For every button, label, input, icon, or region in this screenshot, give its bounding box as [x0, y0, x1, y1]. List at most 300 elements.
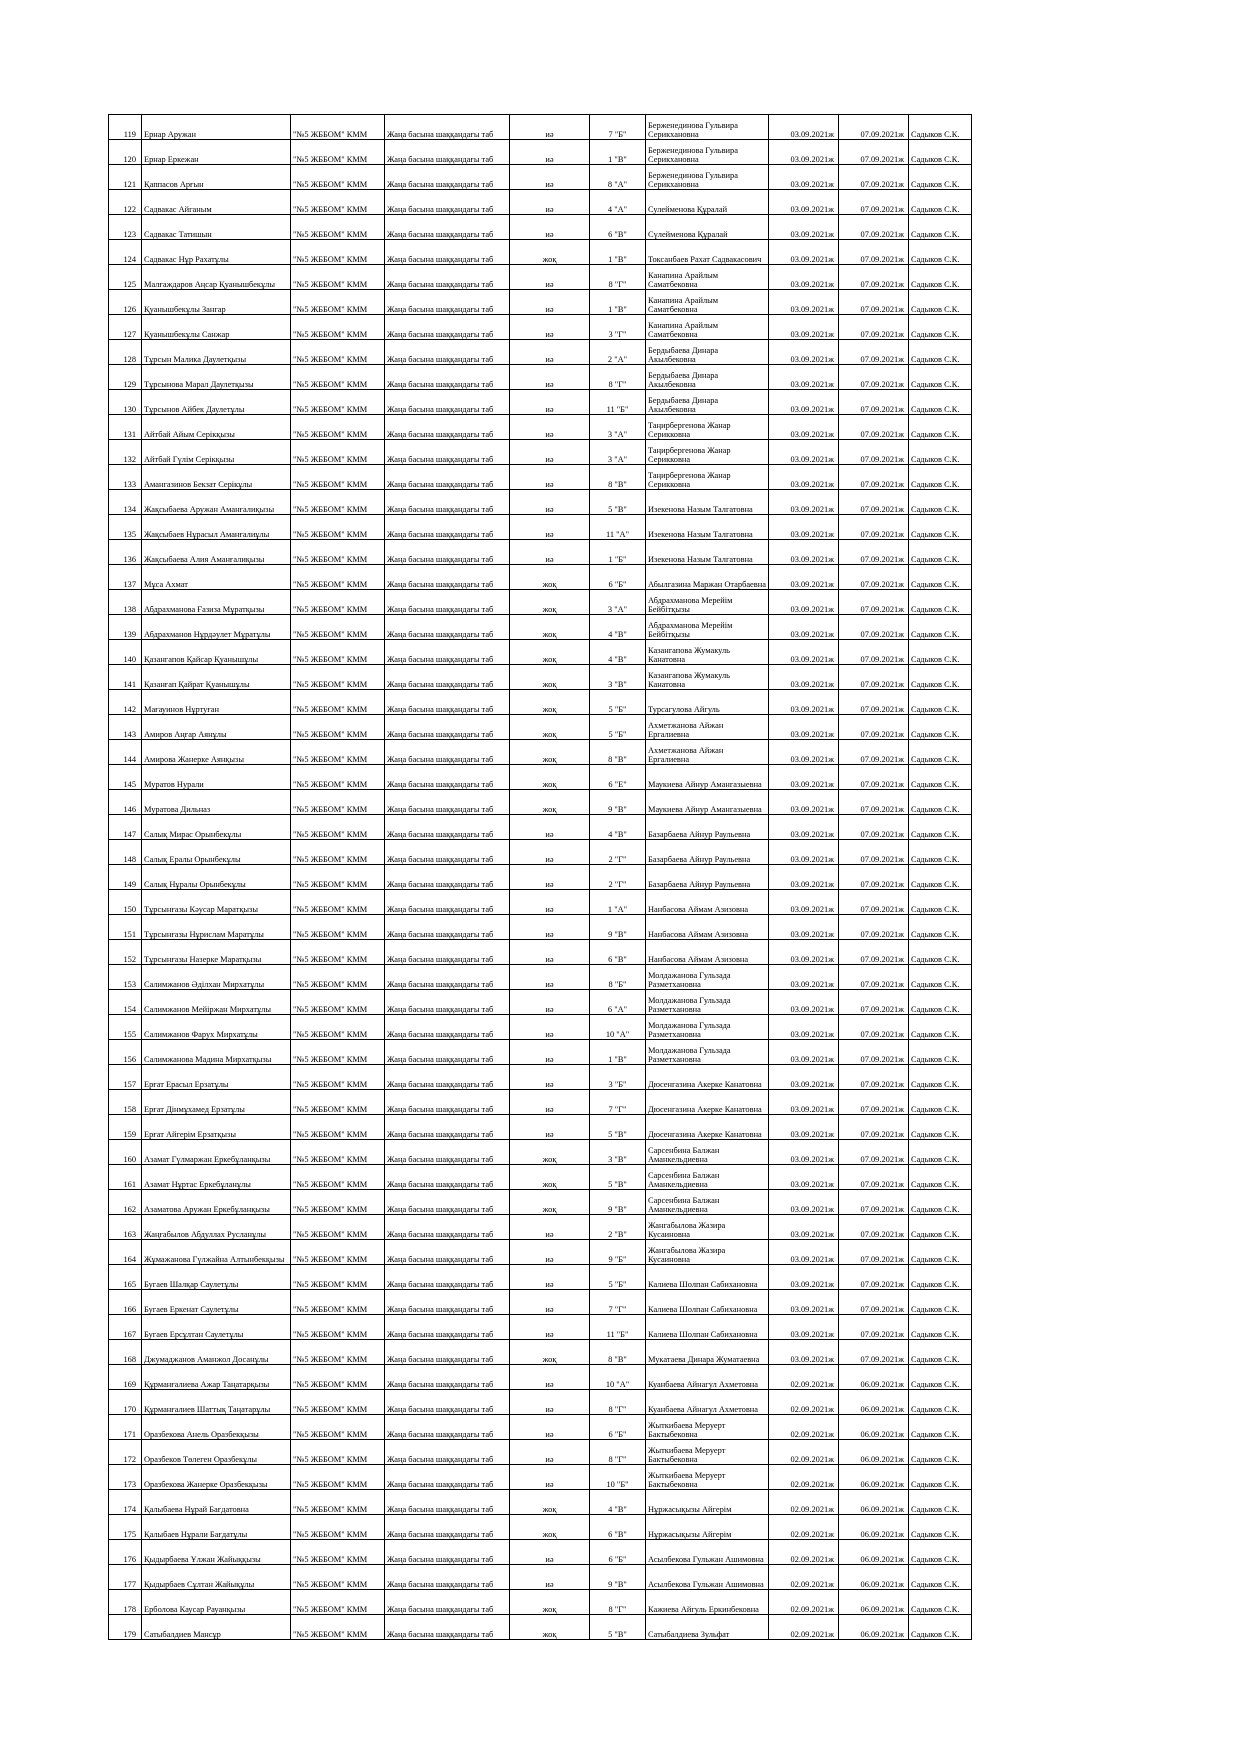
student-name: Салимжанов Фарух Мирхатұлы — [142, 1015, 291, 1040]
class-cell: 1 "В" — [590, 140, 646, 165]
table-row — [109, 190, 972, 215]
student-name: Қазанғап Қайрат Қуанышұлы — [142, 665, 291, 690]
class-cell: 1 "А" — [590, 890, 646, 915]
category-cell: Жаңа басына шаққандағы таб — [385, 590, 510, 615]
responsible-cell: Садыков С.К. — [909, 265, 972, 290]
responsible-cell: Садыков С.К. — [909, 990, 972, 1015]
parent-name: Маукиева Айнур Амангазыевна — [646, 765, 769, 790]
class-cell: 8 "А" — [590, 165, 646, 190]
category-cell: Жаңа басына шаққандағы таб — [385, 1040, 510, 1065]
flag-cell: иә — [510, 1315, 590, 1340]
flag-cell: иә — [510, 890, 590, 915]
table-row — [109, 1615, 972, 1640]
school-cell: "№5 ЖББОМ" КММ — [291, 1040, 385, 1065]
student-name: Салық Нұралы Орынбекұлы — [142, 865, 291, 890]
parent-name: Таңирбергенова Жанар Серикковна — [646, 440, 769, 465]
table-row — [109, 1540, 972, 1565]
responsible-cell: Садыков С.К. — [909, 865, 972, 890]
responsible-cell: Садыков С.К. — [909, 840, 972, 865]
student-name: Жаңғабылов Абдуллах Русланұлы — [142, 1215, 291, 1240]
end-date: 07.09.2021ж — [839, 865, 909, 890]
end-date: 07.09.2021ж — [839, 165, 909, 190]
school-cell: "№5 ЖББОМ" КММ — [291, 1015, 385, 1040]
student-name: Амирова Жанерке Аянқызы — [142, 740, 291, 765]
school-cell: "№5 ЖББОМ" КММ — [291, 115, 385, 140]
class-cell: 10 "А" — [590, 1015, 646, 1040]
table-row — [109, 1440, 972, 1465]
category-cell: Жаңа басына шаққандағы таб — [385, 1540, 510, 1565]
end-date: 07.09.2021ж — [839, 290, 909, 315]
end-date: 07.09.2021ж — [839, 415, 909, 440]
flag-cell: жоқ — [510, 1140, 590, 1165]
category-cell: Жаңа басына шаққандағы таб — [385, 1390, 510, 1415]
start-date: 03.09.2021ж — [769, 1090, 839, 1115]
flag-cell: жоқ — [510, 615, 590, 640]
class-cell: 7 "Г" — [590, 1090, 646, 1115]
end-date: 07.09.2021ж — [839, 515, 909, 540]
responsible-cell: Садыков С.К. — [909, 115, 972, 140]
parent-name: Асылбекова Гульжан Ашимовна — [646, 1540, 769, 1565]
class-cell: 11 "Б" — [590, 1315, 646, 1340]
end-date: 07.09.2021ж — [839, 390, 909, 415]
responsible-cell: Садыков С.К. — [909, 1590, 972, 1615]
category-cell: Жаңа басына шаққандағы таб — [385, 1190, 510, 1215]
parent-name: Изекенова Назым Талгатовна — [646, 490, 769, 515]
table-row — [109, 1165, 972, 1190]
responsible-cell: Садыков С.К. — [909, 1515, 972, 1540]
flag-cell: жоқ — [510, 690, 590, 715]
responsible-cell: Садыков С.К. — [909, 290, 972, 315]
end-date: 07.09.2021ж — [839, 490, 909, 515]
student-name: Қуанышбекұлы Зангар — [142, 290, 291, 315]
flag-cell: жоқ — [510, 740, 590, 765]
school-cell: "№5 ЖББОМ" КММ — [291, 390, 385, 415]
row-number: 162 — [109, 1190, 142, 1215]
school-cell: "№5 ЖББОМ" КММ — [291, 590, 385, 615]
flag-cell: иә — [510, 265, 590, 290]
parent-name: Маукиева Айнур Амангазыевна — [646, 790, 769, 815]
parent-name: Таңирбергенова Жанар Серикковна — [646, 465, 769, 490]
class-cell: 3 "Б" — [590, 1065, 646, 1090]
category-cell: Жаңа басына шаққандағы таб — [385, 1415, 510, 1440]
school-cell: "№5 ЖББОМ" КММ — [291, 215, 385, 240]
parent-name: Берженединова Гульвира Серикхановна — [646, 140, 769, 165]
end-date: 07.09.2021ж — [839, 365, 909, 390]
student-name: Салық Мирас Орынбекұлы — [142, 815, 291, 840]
flag-cell: иә — [510, 840, 590, 865]
table-row — [109, 590, 972, 615]
end-date: 06.09.2021ж — [839, 1515, 909, 1540]
class-cell: 6 "Б" — [590, 1540, 646, 1565]
table-row — [109, 790, 972, 815]
table-row — [109, 265, 972, 290]
category-cell: Жаңа басына шаққандағы таб — [385, 415, 510, 440]
parent-name: Базарбаева Айнур Раульевна — [646, 865, 769, 890]
class-cell: 7 "Г" — [590, 1290, 646, 1315]
responsible-cell: Садыков С.К. — [909, 815, 972, 840]
class-cell: 3 "Г" — [590, 315, 646, 340]
responsible-cell: Садыков С.К. — [909, 1115, 972, 1140]
category-cell: Жаңа басына шаққандағы таб — [385, 340, 510, 365]
class-cell: 10 "Б" — [590, 1465, 646, 1490]
category-cell: Жаңа басына шаққандағы таб — [385, 815, 510, 840]
class-cell: 5 "Б" — [590, 690, 646, 715]
end-date: 07.09.2021ж — [839, 690, 909, 715]
flag-cell: иә — [510, 540, 590, 565]
end-date: 07.09.2021ж — [839, 465, 909, 490]
student-name: Құрманғалиева Ажар Таңатарқызы — [142, 1365, 291, 1390]
end-date: 07.09.2021ж — [839, 990, 909, 1015]
table-row — [109, 440, 972, 465]
responsible-cell: Садыков С.К. — [909, 1265, 972, 1290]
category-cell: Жаңа басына шаққандағы таб — [385, 1015, 510, 1040]
end-date: 06.09.2021ж — [839, 1390, 909, 1415]
class-cell: 10 "А" — [590, 1365, 646, 1390]
class-cell: 8 "Б" — [590, 965, 646, 990]
table-row — [109, 715, 972, 740]
row-number: 170 — [109, 1390, 142, 1415]
flag-cell: иә — [510, 915, 590, 940]
category-cell: Жаңа басына шаққандағы таб — [385, 465, 510, 490]
school-cell: "№5 ЖББОМ" КММ — [291, 1115, 385, 1140]
responsible-cell: Садыков С.К. — [909, 1465, 972, 1490]
end-date: 07.09.2021ж — [839, 440, 909, 465]
student-name: Салимжанов Мейіржан Мирхатұлы — [142, 990, 291, 1015]
row-number: 151 — [109, 915, 142, 940]
class-cell: 8 "В" — [590, 1340, 646, 1365]
flag-cell: иә — [510, 1415, 590, 1440]
school-cell: "№5 ЖББОМ" КММ — [291, 1390, 385, 1415]
end-date: 07.09.2021ж — [839, 665, 909, 690]
student-name: Қыдырбаева Ұлжан Жайыққызы — [142, 1540, 291, 1565]
class-cell: 4 "В" — [590, 815, 646, 840]
student-register-table — [108, 114, 972, 1640]
parent-name: Сарсенбина Балжан Аманкельдиевна — [646, 1140, 769, 1165]
responsible-cell: Садыков С.К. — [909, 1165, 972, 1190]
school-cell: "№5 ЖББОМ" КММ — [291, 965, 385, 990]
class-cell: 6 "В" — [590, 940, 646, 965]
class-cell: 9 "В" — [590, 1565, 646, 1590]
end-date: 06.09.2021ж — [839, 1565, 909, 1590]
flag-cell: иә — [510, 815, 590, 840]
category-cell: Жаңа басына шаққандағы таб — [385, 1590, 510, 1615]
responsible-cell: Садыков С.К. — [909, 890, 972, 915]
responsible-cell: Садыков С.К. — [909, 515, 972, 540]
start-date: 03.09.2021ж — [769, 890, 839, 915]
student-name: Джумаджанов Аманжол Досанұлы — [142, 1340, 291, 1365]
row-number: 127 — [109, 315, 142, 340]
class-cell: 8 "Г" — [590, 265, 646, 290]
category-cell: Жаңа басына шаққандағы таб — [385, 1115, 510, 1140]
end-date: 07.09.2021ж — [839, 1315, 909, 1340]
table-row — [109, 940, 972, 965]
class-cell: 3 "В" — [590, 665, 646, 690]
row-number: 173 — [109, 1465, 142, 1490]
table-row — [109, 465, 972, 490]
flag-cell: иә — [510, 290, 590, 315]
school-cell: "№5 ЖББОМ" КММ — [291, 1315, 385, 1340]
category-cell: Жаңа басына шаққандағы таб — [385, 840, 510, 865]
class-cell: 5 "Б" — [590, 1265, 646, 1290]
class-cell: 8 "Г" — [590, 1390, 646, 1415]
category-cell: Жаңа басына шаққандағы таб — [385, 190, 510, 215]
category-cell: Жаңа басына шаққандағы таб — [385, 1465, 510, 1490]
category-cell: Жаңа басына шаққандағы таб — [385, 240, 510, 265]
responsible-cell: Садыков С.К. — [909, 490, 972, 515]
school-cell: "№5 ЖББОМ" КММ — [291, 565, 385, 590]
end-date: 07.09.2021ж — [839, 840, 909, 865]
flag-cell: иә — [510, 865, 590, 890]
start-date: 03.09.2021ж — [769, 615, 839, 640]
school-cell: "№5 ЖББОМ" КММ — [291, 1240, 385, 1265]
row-number: 148 — [109, 840, 142, 865]
parent-name: Канапина Арайлым Саматбековна — [646, 315, 769, 340]
student-name: Қыдырбаев Сұлтан Жайықұлы — [142, 1565, 291, 1590]
school-cell: "№5 ЖББОМ" КММ — [291, 340, 385, 365]
responsible-cell: Садыков С.К. — [909, 915, 972, 940]
student-name: Тұрсынғазы Нұрислам Маратұлы — [142, 915, 291, 940]
school-cell: "№5 ЖББОМ" КММ — [291, 290, 385, 315]
parent-name: Сатыбалдиева Зульфат — [646, 1615, 769, 1640]
student-name: Ерболова Каусар Рауанқызы — [142, 1590, 291, 1615]
table-row — [109, 615, 972, 640]
start-date: 03.09.2021ж — [769, 1215, 839, 1240]
end-date: 06.09.2021ж — [839, 1590, 909, 1615]
parent-name: Нанбасова Аймам Азизовна — [646, 890, 769, 915]
category-cell: Жаңа басына шаққандағы таб — [385, 990, 510, 1015]
responsible-cell: Садыков С.К. — [909, 140, 972, 165]
responsible-cell: Садыков С.К. — [909, 540, 972, 565]
responsible-cell: Садыков С.К. — [909, 440, 972, 465]
row-number: 159 — [109, 1115, 142, 1140]
class-cell: 6 "В" — [590, 215, 646, 240]
responsible-cell: Садыков С.К. — [909, 190, 972, 215]
end-date: 07.09.2021ж — [839, 565, 909, 590]
class-cell: 2 "А" — [590, 340, 646, 365]
start-date: 03.09.2021ж — [769, 490, 839, 515]
school-cell: "№5 ЖББОМ" КММ — [291, 1365, 385, 1390]
start-date: 03.09.2021ж — [769, 1115, 839, 1140]
start-date: 03.09.2021ж — [769, 390, 839, 415]
start-date: 02.09.2021ж — [769, 1590, 839, 1615]
category-cell: Жаңа басына шаққандағы таб — [385, 1140, 510, 1165]
category-cell: Жаңа басына шаққандағы таб — [385, 1490, 510, 1515]
parent-name: Дюсенгазина Акерке Канатовна — [646, 1065, 769, 1090]
student-name: Тұрсын Малика Даулетқызы — [142, 340, 291, 365]
end-date: 07.09.2021ж — [839, 115, 909, 140]
start-date: 03.09.2021ж — [769, 540, 839, 565]
responsible-cell: Садыков С.К. — [909, 1140, 972, 1165]
student-name: Жақсыбаева Аружан Аманғалиқызы — [142, 490, 291, 515]
flag-cell: жоқ — [510, 1190, 590, 1215]
start-date: 03.09.2021ж — [769, 340, 839, 365]
school-cell: "№5 ЖББОМ" КММ — [291, 690, 385, 715]
school-cell: "№5 ЖББОМ" КММ — [291, 865, 385, 890]
class-cell: 9 "Б" — [590, 1240, 646, 1265]
table-row — [109, 690, 972, 715]
row-number: 125 — [109, 265, 142, 290]
responsible-cell: Садыков С.К. — [909, 715, 972, 740]
school-cell: "№5 ЖББОМ" КММ — [291, 1590, 385, 1615]
start-date: 03.09.2021ж — [769, 790, 839, 815]
class-cell: 1 "Б" — [590, 540, 646, 565]
flag-cell: жоқ — [510, 640, 590, 665]
flag-cell: жоқ — [510, 590, 590, 615]
row-number: 168 — [109, 1340, 142, 1365]
category-cell: Жаңа басына шаққандағы таб — [385, 715, 510, 740]
start-date: 03.09.2021ж — [769, 265, 839, 290]
category-cell: Жаңа басына шаққандағы таб — [385, 890, 510, 915]
school-cell: "№5 ЖББОМ" КММ — [291, 1290, 385, 1315]
row-number: 126 — [109, 290, 142, 315]
start-date: 03.09.2021ж — [769, 190, 839, 215]
start-date: 03.09.2021ж — [769, 690, 839, 715]
responsible-cell: Садыков С.К. — [909, 315, 972, 340]
category-cell: Жаңа басына шаққандағы таб — [385, 865, 510, 890]
table-row — [109, 1215, 972, 1240]
class-cell: 2 "В" — [590, 1215, 646, 1240]
row-number: 146 — [109, 790, 142, 815]
parent-name: Мукатаева Динара Жуматаевна — [646, 1340, 769, 1365]
responsible-cell: Садыков С.К. — [909, 615, 972, 640]
flag-cell: иә — [510, 1290, 590, 1315]
table-row — [109, 165, 972, 190]
end-date: 07.09.2021ж — [839, 540, 909, 565]
parent-name: Жыткибаева Меруерт Бактыбековна — [646, 1440, 769, 1465]
category-cell: Жаңа басына шаққандағы таб — [385, 1165, 510, 1190]
start-date: 03.09.2021ж — [769, 115, 839, 140]
responsible-cell: Садыков С.К. — [909, 1290, 972, 1315]
flag-cell: иә — [510, 340, 590, 365]
school-cell: "№5 ЖББОМ" КММ — [291, 1515, 385, 1540]
start-date: 03.09.2021ж — [769, 715, 839, 740]
flag-cell: иә — [510, 1265, 590, 1290]
end-date: 06.09.2021ж — [839, 1365, 909, 1390]
end-date: 07.09.2021ж — [839, 640, 909, 665]
school-cell: "№5 ЖББОМ" КММ — [291, 940, 385, 965]
student-name: Абдрахманова Ғазиза Мұратқызы — [142, 590, 291, 615]
category-cell: Жаңа басына шаққандағы таб — [385, 440, 510, 465]
student-name: Қалыбаева Нұрай Бағдатовна — [142, 1490, 291, 1515]
row-number: 143 — [109, 715, 142, 740]
category-cell: Жаңа басына шаққандағы таб — [385, 1315, 510, 1340]
school-cell: "№5 ЖББОМ" КММ — [291, 640, 385, 665]
row-number: 157 — [109, 1065, 142, 1090]
class-cell: 7 "Б" — [590, 115, 646, 140]
class-cell: 1 "В" — [590, 1040, 646, 1065]
end-date: 07.09.2021ж — [839, 1340, 909, 1365]
school-cell: "№5 ЖББОМ" КММ — [291, 1340, 385, 1365]
row-number: 161 — [109, 1165, 142, 1190]
table-row — [109, 965, 972, 990]
start-date: 02.09.2021ж — [769, 1515, 839, 1540]
responsible-cell: Садыков С.К. — [909, 765, 972, 790]
row-number: 179 — [109, 1615, 142, 1640]
end-date: 06.09.2021ж — [839, 1465, 909, 1490]
flag-cell: жоқ — [510, 715, 590, 740]
student-name: Азаматова Аружан Еркебұланқызы — [142, 1190, 291, 1215]
start-date: 02.09.2021ж — [769, 1365, 839, 1390]
school-cell: "№5 ЖББОМ" КММ — [291, 790, 385, 815]
category-cell: Жаңа басына шаққандағы таб — [385, 265, 510, 290]
row-number: 131 — [109, 415, 142, 440]
row-number: 140 — [109, 640, 142, 665]
school-cell: "№5 ЖББОМ" КММ — [291, 840, 385, 865]
parent-name: Казангапова Жумакуль Канатовна — [646, 665, 769, 690]
row-number: 120 — [109, 140, 142, 165]
end-date: 07.09.2021ж — [839, 615, 909, 640]
school-cell: "№5 ЖББОМ" КММ — [291, 1065, 385, 1090]
school-cell: "№5 ЖББОМ" КММ — [291, 1215, 385, 1240]
row-number: 152 — [109, 940, 142, 965]
flag-cell: жоқ — [510, 1590, 590, 1615]
start-date: 03.09.2021ж — [769, 1165, 839, 1190]
end-date: 07.09.2021ж — [839, 590, 909, 615]
start-date: 03.09.2021ж — [769, 415, 839, 440]
parent-name: Канапина Арайлым Саматбековна — [646, 265, 769, 290]
class-cell: 9 "В" — [590, 790, 646, 815]
responsible-cell: Садыков С.К. — [909, 1040, 972, 1065]
responsible-cell: Садыков С.К. — [909, 740, 972, 765]
flag-cell: жоқ — [510, 1490, 590, 1515]
parent-name: Нұржасықызы Айгерім — [646, 1515, 769, 1540]
row-number: 136 — [109, 540, 142, 565]
table-row — [109, 1390, 972, 1415]
student-name: Тұрсынова Марал Даулетқызы — [142, 365, 291, 390]
table-row — [109, 1115, 972, 1140]
row-number: 153 — [109, 965, 142, 990]
start-date: 02.09.2021ж — [769, 1565, 839, 1590]
flag-cell: иә — [510, 1540, 590, 1565]
end-date: 07.09.2021ж — [839, 790, 909, 815]
class-cell: 4 "А" — [590, 190, 646, 215]
student-name: Бугаев Шалқар Саулетұлы — [142, 1265, 291, 1290]
table-row — [109, 1065, 972, 1090]
student-name: Ерғат Дінмұхамед Ерзатұлы — [142, 1090, 291, 1115]
row-number: 172 — [109, 1440, 142, 1465]
start-date: 03.09.2021ж — [769, 940, 839, 965]
end-date: 07.09.2021ж — [839, 815, 909, 840]
responsible-cell: Садыков С.К. — [909, 565, 972, 590]
class-cell: 6 "Е" — [590, 765, 646, 790]
school-cell: "№5 ЖББОМ" КММ — [291, 1165, 385, 1190]
responsible-cell: Садыков С.К. — [909, 165, 972, 190]
category-cell: Жаңа басына шаққандағы таб — [385, 1065, 510, 1090]
flag-cell: иә — [510, 1090, 590, 1115]
parent-name: Молдажанова Гульзада Разметхановна — [646, 1015, 769, 1040]
start-date: 03.09.2021ж — [769, 740, 839, 765]
responsible-cell: Садыков С.К. — [909, 790, 972, 815]
row-number: 141 — [109, 665, 142, 690]
parent-name: Берженединова Гульвира Серикхановна — [646, 165, 769, 190]
flag-cell: иә — [510, 115, 590, 140]
table-row — [109, 115, 972, 140]
table-row — [109, 290, 972, 315]
row-number: 163 — [109, 1215, 142, 1240]
start-date: 03.09.2021ж — [769, 965, 839, 990]
flag-cell: иә — [510, 215, 590, 240]
responsible-cell: Садыков С.К. — [909, 1565, 972, 1590]
class-cell: 3 "А" — [590, 440, 646, 465]
category-cell: Жаңа басына шаққандағы таб — [385, 615, 510, 640]
table-row — [109, 1090, 972, 1115]
student-name: Оразбекова Жанерке Оразбекқызы — [142, 1465, 291, 1490]
category-cell: Жаңа басына шаққандағы таб — [385, 1090, 510, 1115]
category-cell: Жаңа басына шаққандағы таб — [385, 390, 510, 415]
table-row — [109, 1365, 972, 1390]
parent-name: Асылбекова Гульжан Ашимовна — [646, 1565, 769, 1590]
table-row — [109, 315, 972, 340]
